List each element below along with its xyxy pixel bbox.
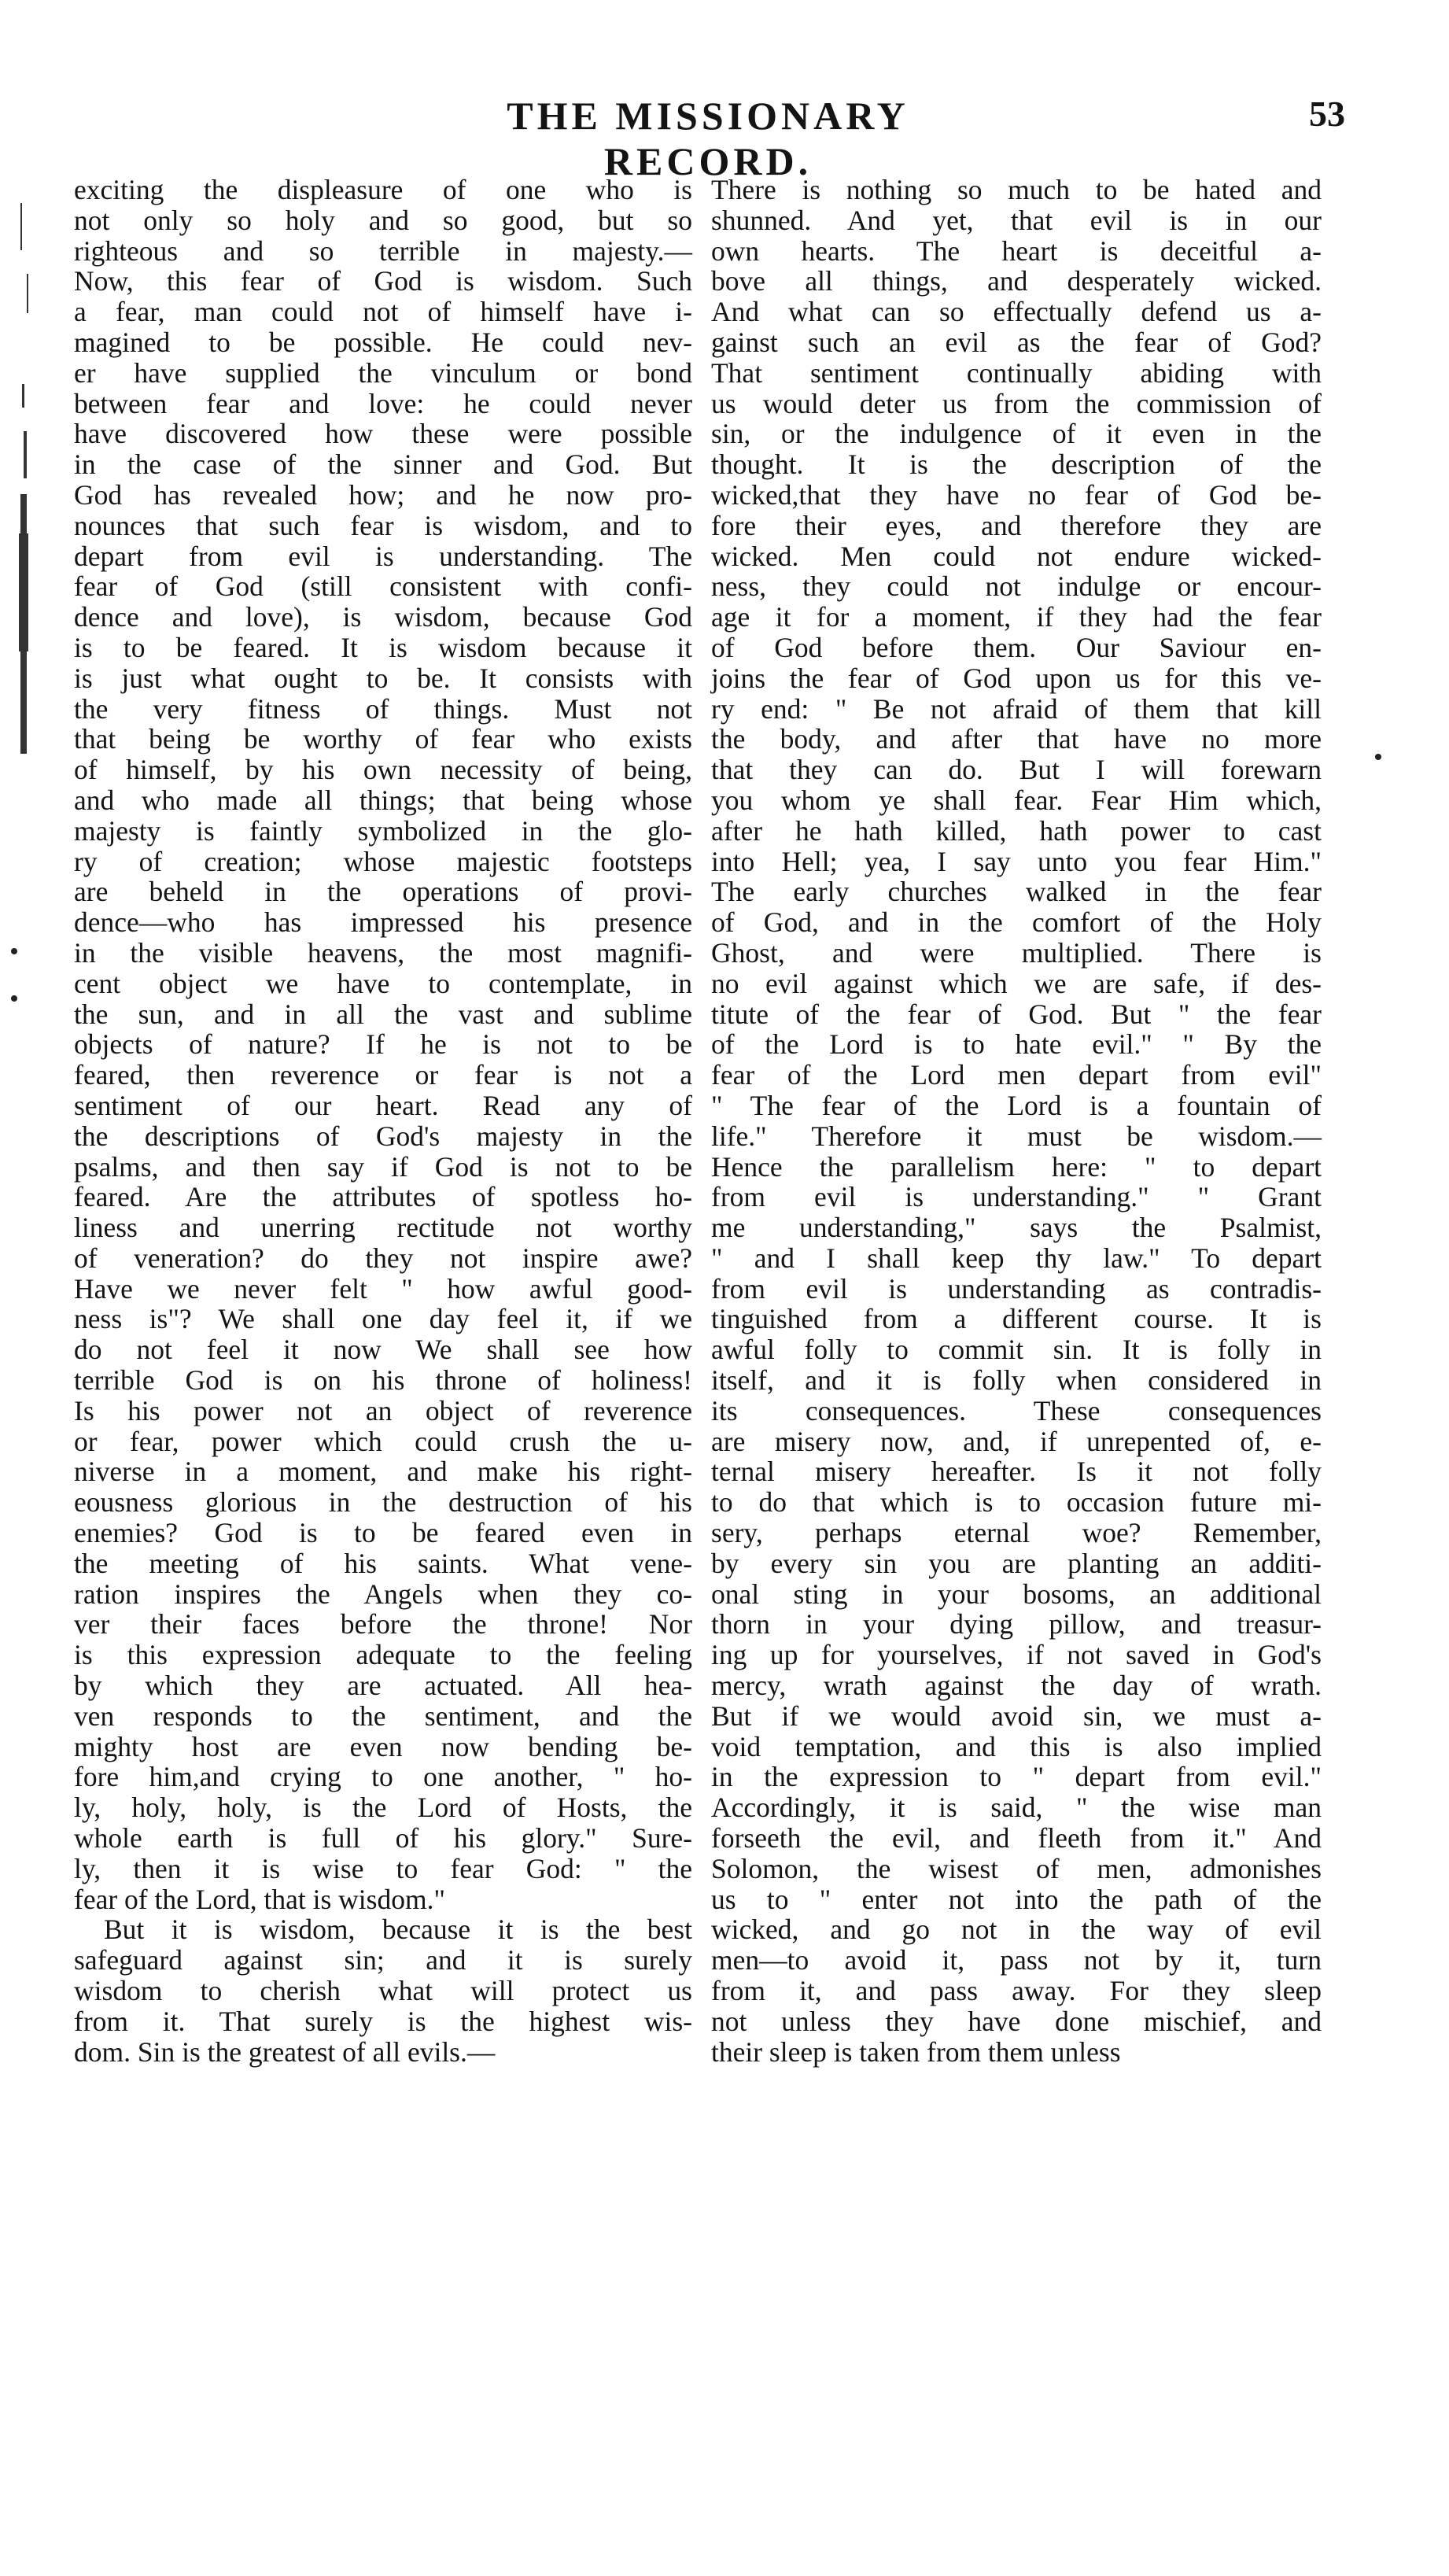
left-column-line: of himself, by his own necessity of being, bbox=[74, 754, 692, 786]
running-title: THE MISSIONARY RECORD. bbox=[507, 94, 909, 183]
right-column-line: mercy, wrath against the day of wrath. bbox=[711, 1670, 1322, 1702]
left-column-line: niverse in a moment, and make his right- bbox=[74, 1456, 692, 1488]
left-column-line: not only so holy and so good, but so bbox=[74, 204, 692, 236]
left-column-line: or fear, power which could crush the u- bbox=[74, 1425, 692, 1457]
left-column-line: the descriptions of God's majesty in the bbox=[74, 1120, 692, 1152]
right-column-line: ing up for yourselves, if not saved in God's bbox=[711, 1639, 1322, 1671]
right-column-line: gainst such an evil as the fear of God? bbox=[711, 326, 1322, 358]
right-column-line: thorn in your dying pillow, and treasur- bbox=[711, 1608, 1322, 1640]
left-column-line: psalms, and then say if God is not to be bbox=[74, 1150, 692, 1183]
right-column-line: me understanding," says the Psalmist, bbox=[711, 1212, 1322, 1244]
left-column-line: ry of creation; whose majestic footsteps bbox=[74, 845, 692, 877]
right-column-line: into Hell; yea, I say unto you fear Him." bbox=[711, 845, 1322, 877]
margin-dot-right bbox=[1375, 754, 1381, 760]
right-column-line: of the Lord is to hate evil." " By the bbox=[711, 1028, 1322, 1061]
left-column-line: ver their faces before the throne! Nor bbox=[74, 1608, 692, 1640]
left-column-line: sentiment of our heart. Read any of bbox=[74, 1089, 692, 1121]
right-column bbox=[711, 175, 1322, 2067]
right-column-line: men—to avoid it, pass not by it, turn bbox=[711, 1944, 1322, 1976]
margin-dot-left bbox=[11, 948, 17, 954]
left-column-line: from it. That surely is the highest wis- bbox=[74, 2005, 692, 2037]
right-column-line: age it for a moment, if they had the fear bbox=[711, 601, 1322, 633]
right-column-line: bove all things, and desperately wicked. bbox=[711, 265, 1322, 297]
left-column-line: between fear and love: he could never bbox=[74, 387, 692, 419]
right-column-line: thought. It is the description of the bbox=[711, 448, 1322, 481]
left-column-line: objects of nature? If he is not to be bbox=[74, 1028, 692, 1061]
left-column-line: But it is wisdom, because it is the best bbox=[104, 1914, 692, 1946]
left-column-line: majesty is faintly symbolized in the glo- bbox=[74, 814, 692, 847]
right-column-line: shunned. And yet, that evil is in our bbox=[711, 204, 1322, 236]
right-column-line: their sleep is taken from them unless bbox=[711, 2035, 1121, 2068]
left-column-line: dence—who has impressed his presence bbox=[74, 906, 692, 939]
right-column-line: And what can so effectually defend us a- bbox=[711, 296, 1322, 328]
left-column-line: cent object we have to contemplate, in bbox=[74, 967, 692, 999]
left-column-line: of veneration? do they not inspire awe? bbox=[74, 1242, 692, 1274]
right-column-line: the body, and after that have no more bbox=[711, 723, 1322, 755]
right-column-line: its consequences. These consequences bbox=[711, 1394, 1322, 1426]
left-column-line: is to be feared. It is wisdom because it bbox=[74, 631, 692, 663]
left-column-line: is just what ought to be. It consists with bbox=[74, 662, 692, 694]
left-column-line: eousness glorious in the destruction of his bbox=[74, 1486, 692, 1519]
left-column-line: mighty host are even now bending be- bbox=[74, 1730, 692, 1762]
left-column-line: exciting the displeasure of one who is bbox=[74, 174, 692, 205]
left-column-line: ly, holy, holy, is the Lord of Hosts, the bbox=[74, 1792, 692, 1824]
left-column-line: feared. Are the attributes of spotless ho- bbox=[74, 1181, 692, 1213]
left-column-line: Is his power not an object of reverence bbox=[74, 1394, 692, 1426]
right-column-line: life." Therefore it must be wisdom.— bbox=[711, 1120, 1322, 1152]
right-column-line: forseeth the evil, and fleeth from it." And bbox=[711, 1822, 1322, 1854]
left-column-line: liness and unerring rectitude not worthy bbox=[74, 1212, 692, 1244]
right-column-line: That sentiment continually abiding with bbox=[711, 356, 1322, 389]
left-column-line: fear of God (still consistent with confi- bbox=[74, 570, 692, 603]
right-column-line: of God, and in the comfort of the Holy bbox=[711, 906, 1322, 939]
left-column-line: fore him,and crying to one another, " ho- bbox=[74, 1761, 692, 1793]
left-column-line: wisdom to cherish what will protect us bbox=[74, 1975, 692, 2007]
right-column-line: no evil against which we are safe, if des- bbox=[711, 967, 1322, 999]
right-column-line: after he hath killed, hath power to cast bbox=[711, 814, 1322, 847]
left-column-line: dence and love), is wisdom, because God bbox=[74, 601, 692, 633]
left-column-line: the meeting of his saints. What vene- bbox=[74, 1547, 692, 1579]
right-column-line: not unless they have done mischief, and bbox=[711, 2005, 1322, 2037]
left-column bbox=[74, 175, 692, 2067]
left-column-line: righteous and so terrible in majesty.— bbox=[74, 234, 692, 267]
right-column-line: itself, and it is folly when considered in bbox=[711, 1364, 1322, 1397]
left-column-line: is this expression adequate to the feeling bbox=[74, 1639, 692, 1671]
right-column-line: sin, or the indulgence of it even in the bbox=[711, 418, 1322, 450]
right-column-line: " The fear of the Lord is a fountain of bbox=[711, 1089, 1322, 1121]
left-column-line: nounces that such fear is wisdom, and to bbox=[74, 509, 692, 541]
left-column-line: a fear, man could not of himself have i- bbox=[74, 296, 692, 328]
left-column-line: enemies? God is to be feared even in bbox=[74, 1517, 692, 1549]
right-column-line: fore their eyes, and therefore they are bbox=[711, 509, 1322, 541]
right-column-line: wicked, and go not in the way of evil bbox=[711, 1914, 1322, 1946]
left-column-line: by which they are actuated. All hea- bbox=[74, 1670, 692, 1702]
right-column-line: by every sin you are planting an additi- bbox=[711, 1547, 1322, 1579]
right-column-line: The early churches walked in the fear bbox=[711, 876, 1322, 908]
right-column-line: own hearts. The heart is deceitful a- bbox=[711, 234, 1322, 267]
right-column-line: to do that which is to occasion future mi- bbox=[711, 1486, 1322, 1519]
right-column-line: joins the fear of God upon us for this ve- bbox=[711, 662, 1322, 694]
right-column-line: wicked. Men could not endure wicked- bbox=[711, 540, 1322, 572]
right-column-line: us would deter us from the commission of bbox=[711, 387, 1322, 419]
left-column-line: in the case of the sinner and God. But bbox=[74, 448, 692, 481]
left-column-line: and who made all things; that being whose bbox=[74, 784, 692, 816]
left-column-line: safeguard against sin; and it is surely bbox=[74, 1944, 692, 1976]
right-column-line: that they can do. But I will forewarn bbox=[711, 754, 1322, 786]
right-column-line: from evil is understanding." " Grant bbox=[711, 1181, 1322, 1213]
right-column-line: fear of the Lord men depart from evil" bbox=[711, 1059, 1322, 1091]
right-column-line: Hence the parallelism here: " to depart bbox=[711, 1150, 1322, 1183]
right-column-line: you whom ye shall fear. Fear Him which, bbox=[711, 784, 1322, 816]
left-column-line: Now, this fear of God is wisdom. Such bbox=[74, 265, 692, 297]
left-column-line: have discovered how these were possible bbox=[74, 418, 692, 450]
right-column-line: titute of the fear of God. But " the fear bbox=[711, 998, 1322, 1030]
left-column-line: er have supplied the vinculum or bond bbox=[74, 356, 692, 389]
right-column-line: There is nothing so much to be hated and bbox=[711, 174, 1322, 205]
left-column-line: Have we never felt " how awful good- bbox=[74, 1272, 692, 1305]
left-column-line: the very fitness of things. Must not bbox=[74, 692, 692, 725]
left-column-line: do not feel it now We shall see how bbox=[74, 1334, 692, 1366]
right-column-line: us to " enter not into the path of the bbox=[711, 1883, 1322, 1915]
left-column-line: terrible God is on his throne of holiness! bbox=[74, 1364, 692, 1397]
left-column-line: ness is"? We shall one day feel it, if we bbox=[74, 1303, 692, 1335]
left-column-line: are beheld in the operations of provi- bbox=[74, 876, 692, 908]
right-column-line: tinguished from a different course. It is bbox=[711, 1303, 1322, 1335]
right-column-line: Accordingly, it is said, " the wise man bbox=[711, 1792, 1322, 1824]
left-column-line: ven responds to the sentiment, and the bbox=[74, 1699, 692, 1732]
left-column-line: in the visible heavens, the most magnifi- bbox=[74, 936, 692, 969]
left-column-line: ration inspires the Angels when they co- bbox=[74, 1578, 692, 1610]
left-column-line: magined to be possible. He could nev- bbox=[74, 326, 692, 358]
right-column-line: Ghost, and were multiplied. There is bbox=[711, 936, 1322, 969]
right-column-line: ternal misery hereafter. Is it not folly bbox=[711, 1456, 1322, 1488]
right-column-line: in the expression to " depart from evil." bbox=[711, 1761, 1322, 1793]
left-column-line: ly, then it is wise to fear God: " the bbox=[74, 1852, 692, 1884]
left-column-line: the sun, and in all the vast and sublime bbox=[74, 998, 692, 1030]
right-column-line: onal sting in your bosoms, an additional bbox=[711, 1578, 1322, 1610]
right-column-line: awful folly to commit sin. It is folly in bbox=[711, 1334, 1322, 1366]
margin-dot-left-lower bbox=[11, 995, 17, 1002]
right-column-line: from evil is understanding as contradis- bbox=[711, 1272, 1322, 1305]
right-column-line: wicked,that they have no fear of God be- bbox=[711, 478, 1322, 511]
left-column-line: that being be worthy of fear who exists bbox=[74, 723, 692, 755]
page-number: 53 bbox=[1309, 94, 1345, 134]
right-column-line: of God before them. Our Saviour en- bbox=[711, 631, 1322, 663]
right-column-line: ness, they could not indulge or encour- bbox=[711, 570, 1322, 603]
right-column-line: are misery now, and, if unrepented of, e- bbox=[711, 1425, 1322, 1457]
margin-binding-marks bbox=[11, 203, 39, 793]
right-column-line: void temptation, and this is also implied bbox=[711, 1730, 1322, 1762]
left-column-line: dom. Sin is the greatest of all evils.— bbox=[74, 2035, 496, 2068]
left-column-line: depart from evil is understanding. The bbox=[74, 540, 692, 572]
right-column-line: sery, perhaps eternal woe? Remember, bbox=[711, 1517, 1322, 1549]
left-column-line: God has revealed how; and he now pro- bbox=[74, 478, 692, 511]
left-column-line: fear of the Lord, that is wisdom." bbox=[74, 1883, 445, 1915]
right-column-line: Solomon, the wisest of men, admonishes bbox=[711, 1852, 1322, 1884]
right-column-line: " and I shall keep thy law." To depart bbox=[711, 1242, 1322, 1274]
right-column-line: from it, and pass away. For they sleep bbox=[711, 1975, 1322, 2007]
left-column-line: feared, then reverence or fear is not a bbox=[74, 1059, 692, 1091]
right-column-line: But if we would avoid sin, we must a- bbox=[711, 1699, 1322, 1732]
left-column-line: whole earth is full of his glory." Sure- bbox=[74, 1822, 692, 1854]
right-column-line: ry end: " Be not afraid of them that kill bbox=[711, 692, 1322, 725]
